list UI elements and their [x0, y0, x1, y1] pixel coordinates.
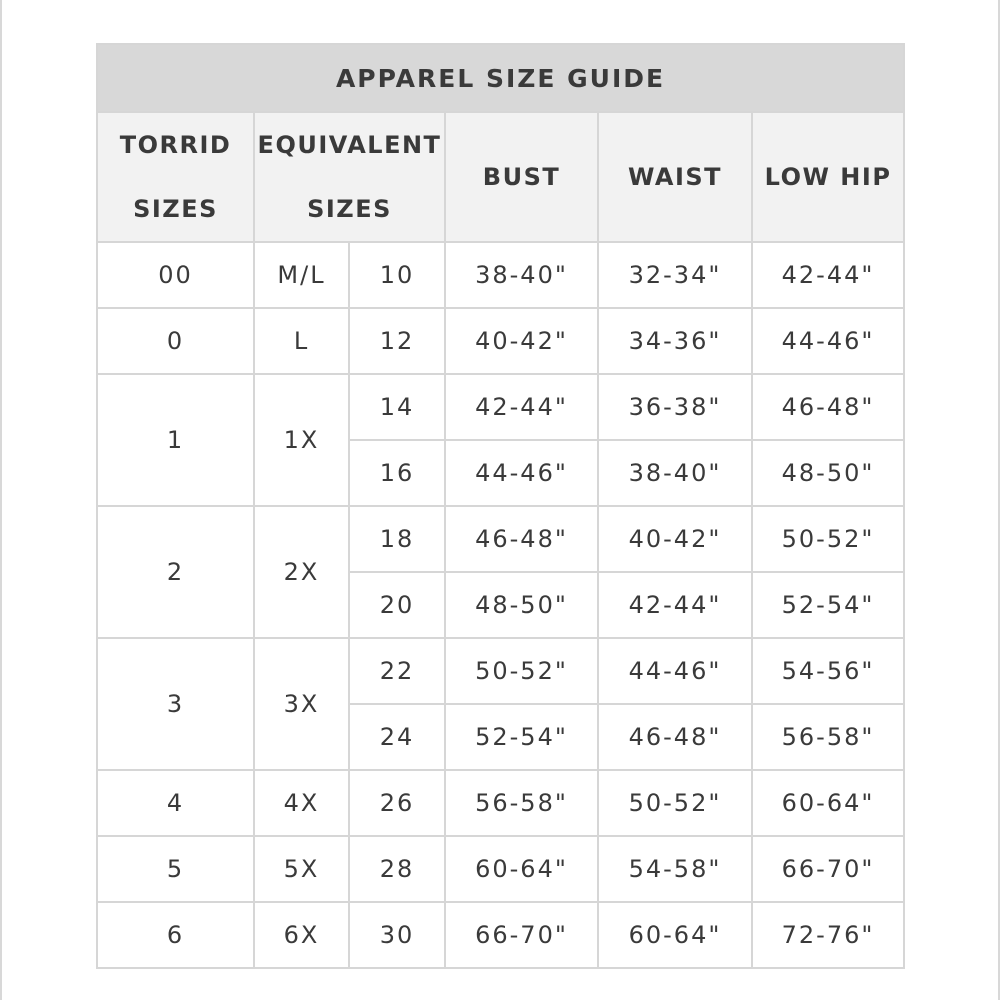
bust-cell: 50-52"	[445, 638, 598, 704]
waist-cell: 50-52"	[598, 770, 752, 836]
numeric-size-cell: 30	[349, 902, 445, 968]
numeric-size-cell: 20	[349, 572, 445, 638]
torrid-size-cell: 5	[97, 836, 254, 902]
waist-cell: 36-38"	[598, 374, 752, 440]
numeric-size-cell: 14	[349, 374, 445, 440]
header-low-hip: LOW HIP	[752, 112, 904, 242]
table-row	[97, 836, 904, 902]
table-row	[97, 770, 904, 836]
torrid-size-cell: 00	[97, 242, 254, 308]
low-hip-cell: 56-58"	[752, 704, 904, 770]
torrid-size-cell: 6	[97, 902, 254, 968]
table-row	[97, 242, 904, 308]
numeric-size-cell: 18	[349, 506, 445, 572]
bust-cell: 60-64"	[445, 836, 598, 902]
torrid-size-cell: 4	[97, 770, 254, 836]
low-hip-cell: 60-64"	[752, 770, 904, 836]
left-border	[0, 0, 2, 1000]
waist-cell: 54-58"	[598, 836, 752, 902]
waist-cell: 38-40"	[598, 440, 752, 506]
torrid-size-cell: 0	[97, 308, 254, 374]
numeric-size-cell: 24	[349, 704, 445, 770]
bust-cell: 52-54"	[445, 704, 598, 770]
bust-cell: 46-48"	[445, 506, 598, 572]
waist-cell: 46-48"	[598, 704, 752, 770]
size-guide-table	[96, 43, 905, 969]
low-hip-cell: 66-70"	[752, 836, 904, 902]
header-torrid-sizes: TORRID SIZES	[97, 112, 254, 242]
low-hip-cell: 50-52"	[752, 506, 904, 572]
low-hip-cell: 72-76"	[752, 902, 904, 968]
numeric-size-cell: 10	[349, 242, 445, 308]
waist-cell: 32-34"	[598, 242, 752, 308]
torrid-size-cell: 3	[97, 638, 254, 770]
torrid-size-cell: 2	[97, 506, 254, 638]
equivalent-size-cell: M/L	[254, 242, 349, 308]
low-hip-cell: 52-54"	[752, 572, 904, 638]
bust-cell: 48-50"	[445, 572, 598, 638]
bust-cell: 40-42"	[445, 308, 598, 374]
torrid-size-cell: 1	[97, 374, 254, 506]
low-hip-cell: 48-50"	[752, 440, 904, 506]
table-row	[97, 506, 904, 572]
low-hip-cell: 46-48"	[752, 374, 904, 440]
equivalent-size-cell: 4X	[254, 770, 349, 836]
equivalent-size-cell: 2X	[254, 506, 349, 638]
bust-cell: 56-58"	[445, 770, 598, 836]
equivalent-size-cell: 3X	[254, 638, 349, 770]
table-row	[97, 638, 904, 704]
numeric-size-cell: 28	[349, 836, 445, 902]
equivalent-size-cell: 1X	[254, 374, 349, 506]
header-equivalent-sizes: EQUIVALENT SIZES	[254, 112, 445, 242]
bust-cell: 42-44"	[445, 374, 598, 440]
low-hip-cell: 54-56"	[752, 638, 904, 704]
equivalent-size-cell: L	[254, 308, 349, 374]
title-row	[97, 44, 904, 112]
waist-cell: 60-64"	[598, 902, 752, 968]
header-waist: WAIST	[598, 112, 752, 242]
bust-cell: 66-70"	[445, 902, 598, 968]
bust-cell: 44-46"	[445, 440, 598, 506]
equivalent-size-cell: 5X	[254, 836, 349, 902]
table-row	[97, 902, 904, 968]
low-hip-cell: 42-44"	[752, 242, 904, 308]
numeric-size-cell: 12	[349, 308, 445, 374]
header-bust: BUST	[445, 112, 598, 242]
waist-cell: 40-42"	[598, 506, 752, 572]
header-row	[97, 112, 904, 242]
low-hip-cell: 44-46"	[752, 308, 904, 374]
table-row	[97, 374, 904, 440]
waist-cell: 34-36"	[598, 308, 752, 374]
numeric-size-cell: 22	[349, 638, 445, 704]
numeric-size-cell: 26	[349, 770, 445, 836]
waist-cell: 42-44"	[598, 572, 752, 638]
numeric-size-cell: 16	[349, 440, 445, 506]
table-title: APPAREL SIZE GUIDE	[97, 44, 904, 112]
equivalent-size-cell: 6X	[254, 902, 349, 968]
table-row	[97, 308, 904, 374]
bust-cell: 38-40"	[445, 242, 598, 308]
waist-cell: 44-46"	[598, 638, 752, 704]
